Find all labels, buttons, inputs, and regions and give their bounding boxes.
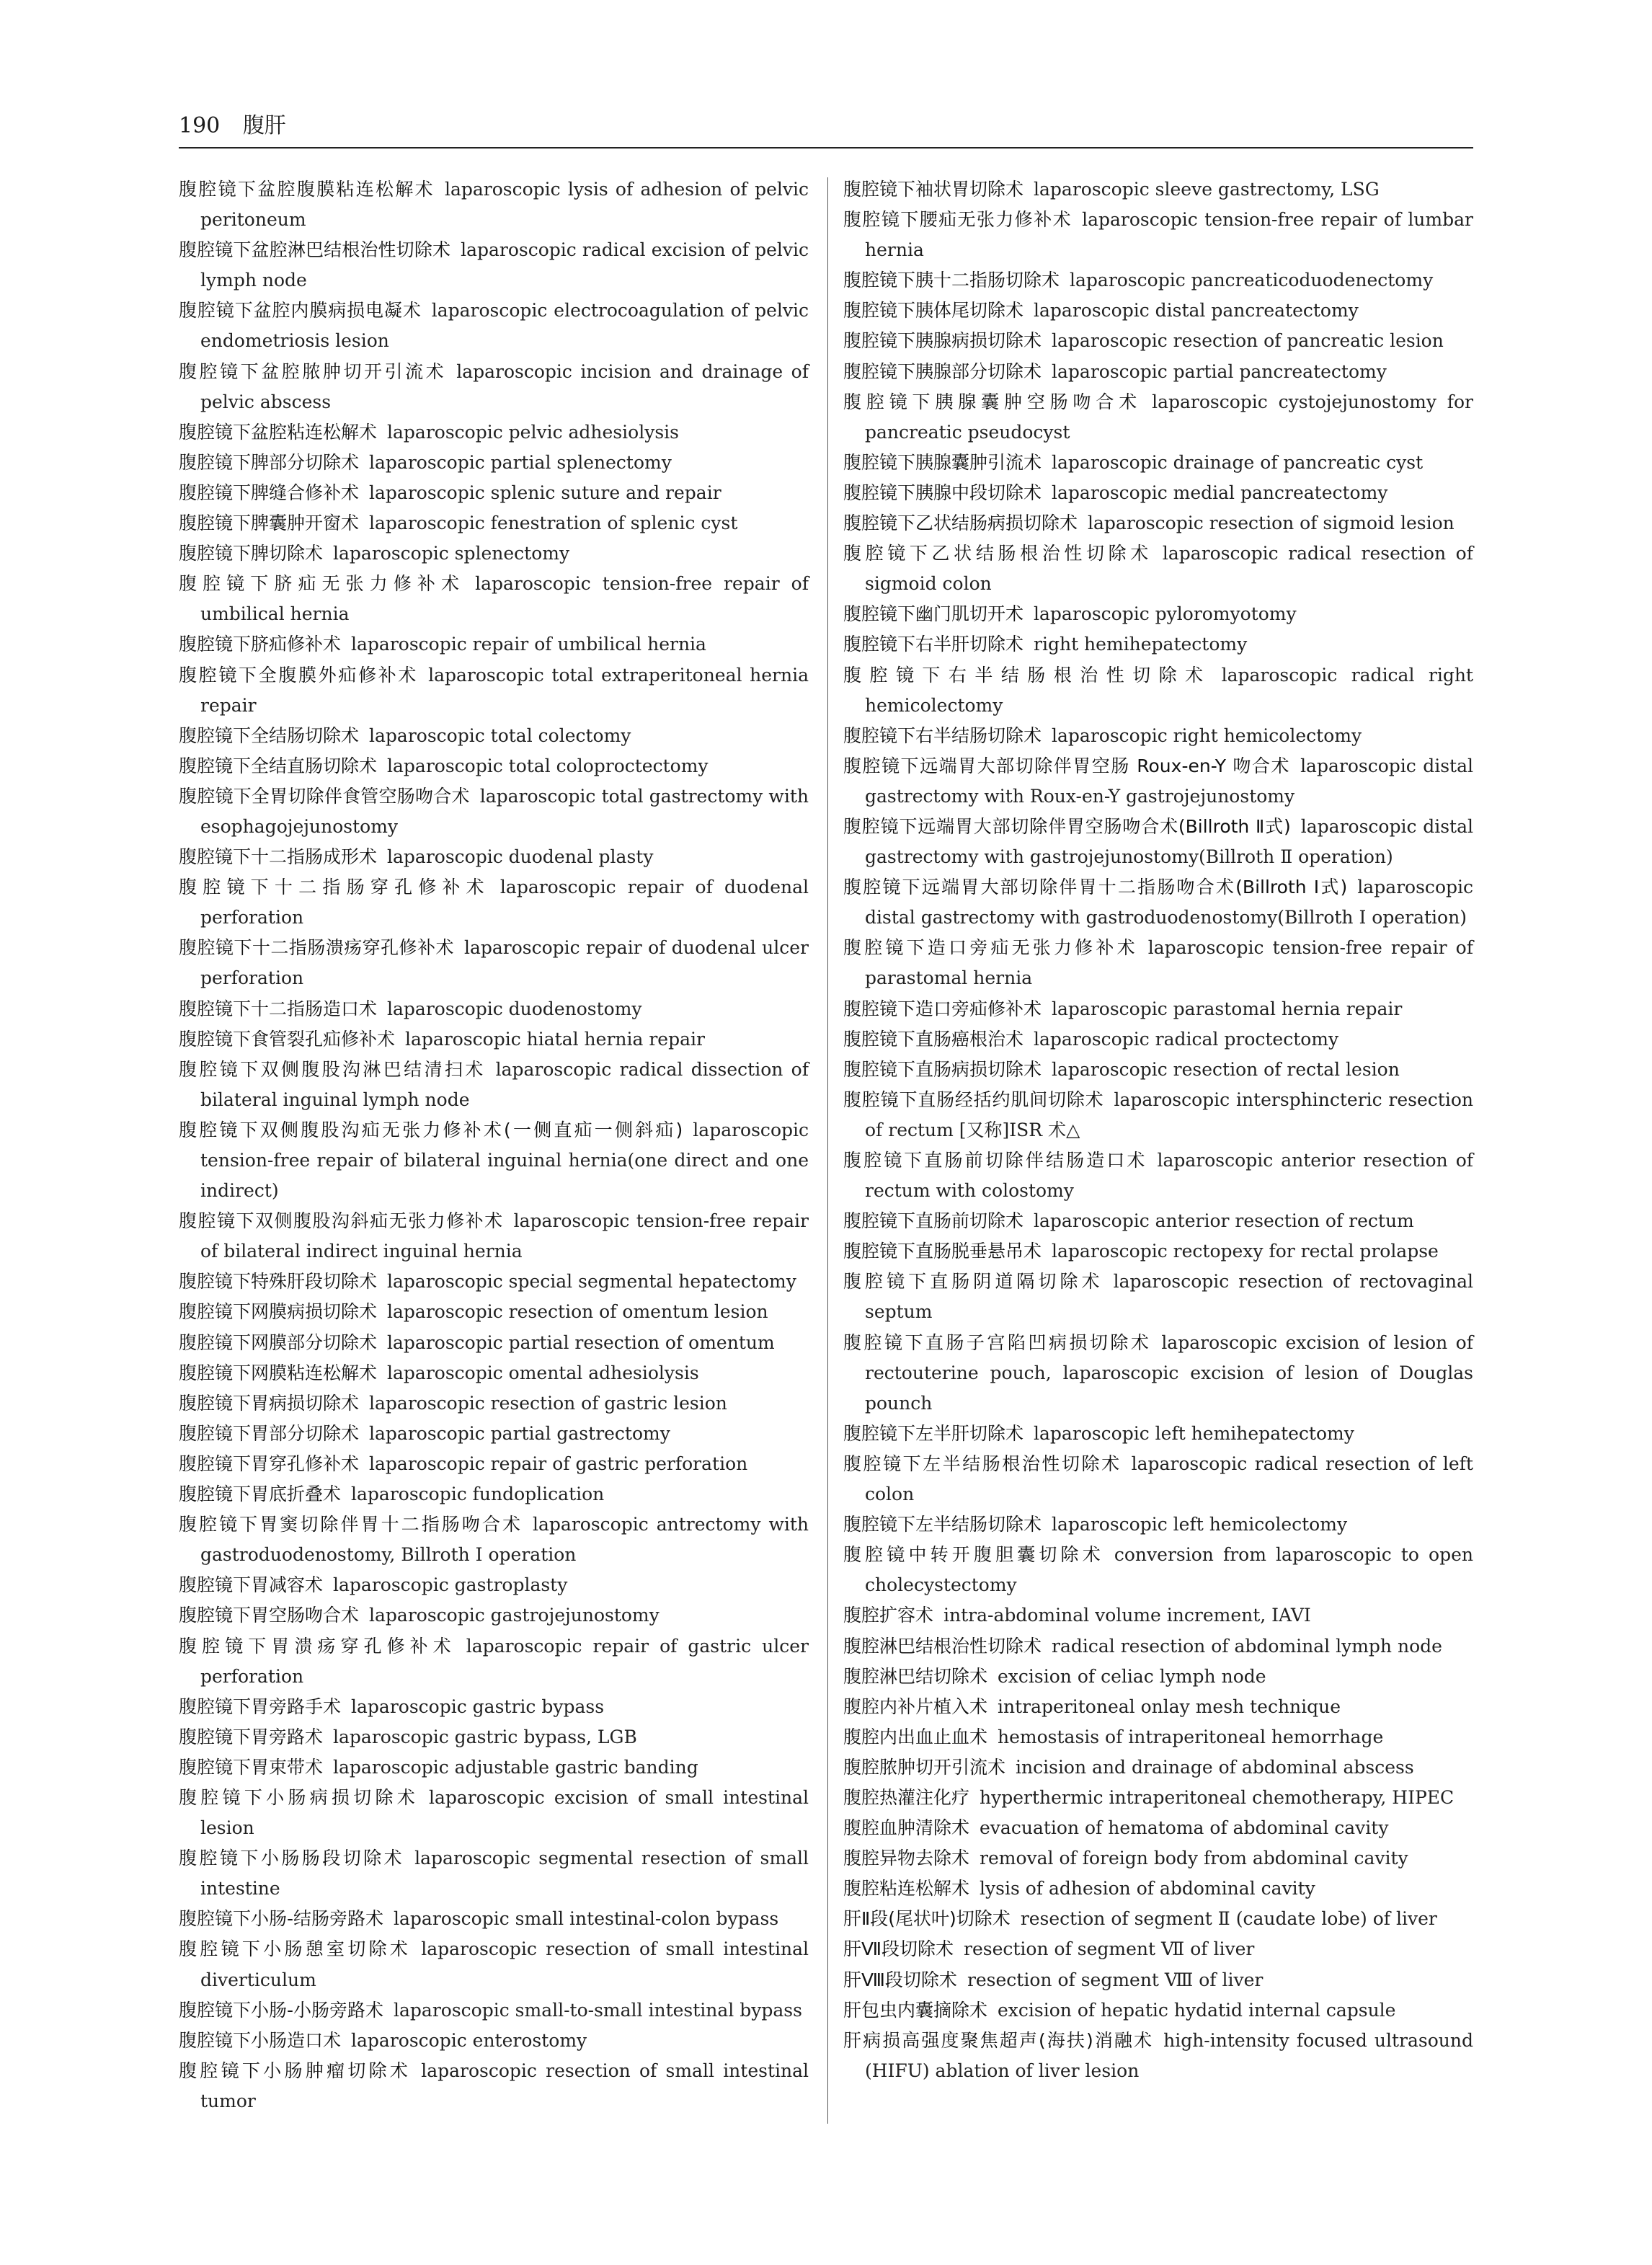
term-english: laparoscopic gastroplasty <box>333 1574 568 1596</box>
term-english: laparoscopic partial splenectomy <box>369 451 672 473</box>
term-chinese: 腹腔镜下脾缝合修补术 <box>179 482 360 503</box>
term-chinese: 腹腔镜下小肠肿瘤切除术 <box>179 2060 412 2081</box>
glossary-entry <box>179 1934 809 1995</box>
term-english: laparoscopic duodenal plasty <box>387 846 654 868</box>
term-english: laparoscopic radical proctectomy <box>1034 1028 1339 1050</box>
term-english: laparoscopic gastrojejunostomy <box>369 1605 660 1626</box>
term-english: laparoscopic tension-free repair of umbilical hernia <box>200 573 809 625</box>
term-chinese: 腹腔镜下胰腺部分切除术 <box>843 360 1042 382</box>
term-english: laparoscopic anterior resection of rectum with colostomy <box>865 1150 1473 1202</box>
term-chinese: 腹腔内补片植入术 <box>843 1696 988 1717</box>
glossary-entry <box>843 538 1473 599</box>
glossary-entry <box>179 1388 809 1419</box>
term-chinese: 腹腔镜下网膜部分切除术 <box>179 1331 378 1353</box>
glossary-entry <box>179 417 809 448</box>
glossary-entry <box>843 1874 1473 1904</box>
term-english: laparoscopic distal gastrectomy with Roux-en-Y gastrojejunostomy <box>865 755 1473 807</box>
glossary-entry <box>179 1024 809 1055</box>
term-english: laparoscopic repair of duodenal ulcer perforation <box>200 937 809 989</box>
term-english: laparoscopic left hemicolectomy <box>1052 1514 1348 1535</box>
glossary-entry <box>843 812 1473 872</box>
term-english: laparoscopic resection of gastric lesion <box>369 1392 727 1414</box>
term-chinese: 腹腔镜下小肠造口术 <box>179 2029 342 2051</box>
term-chinese: 腹腔镜下直肠病损切除术 <box>843 1058 1042 1080</box>
glossary-entry <box>179 1115 809 1206</box>
term-chinese: 腹腔镜下远端胃大部切除伴胃十二指肠吻合术(Billroth Ⅰ式) <box>843 877 1348 898</box>
glossary-entry <box>179 2026 809 2056</box>
term-english: evacuation of hematoma of abdominal cavity <box>980 1817 1389 1839</box>
term-chinese: 腹腔镜下直肠癌根治术 <box>843 1028 1024 1050</box>
term-english: laparoscopic enterostomy <box>351 2029 587 2051</box>
term-english: laparoscopic gastric bypass, LGB <box>333 1726 637 1747</box>
term-english: laparoscopic total extraperitoneal hernia repair <box>200 664 809 716</box>
term-chinese: 腹腔镜下小肠-结肠旁路术 <box>179 1908 384 1930</box>
term-chinese: 腹腔镜下直肠子宫陷凹病损切除术 <box>843 1331 1152 1353</box>
right-column <box>843 174 1473 2086</box>
term-chinese: 腹腔镜下胃旁路术 <box>179 1726 324 1747</box>
term-chinese: 腹腔镜下左半肝切除术 <box>843 1422 1024 1444</box>
term-english: laparoscopic radical resection of left colon <box>865 1453 1473 1505</box>
term-chinese: 腹腔镜下腰疝无张力修补术 <box>843 209 1073 231</box>
glossary-entry <box>843 1904 1473 1934</box>
glossary-entry <box>843 1328 1473 1419</box>
term-chinese: 肝包虫内囊摘除术 <box>843 1999 988 2021</box>
term-english: hyperthermic intraperitoneal chemotherapy, HIPEC <box>980 1786 1455 1808</box>
term-chinese: 腹腔镜下盆腔粘连松解术 <box>179 421 378 443</box>
term-english: laparoscopic excision of small intestinal lesion <box>200 1786 809 1839</box>
term-english: laparoscopic pancreaticoduodenectomy <box>1070 270 1434 291</box>
term-english: laparoscopic resection of rectal lesion <box>1052 1058 1400 1080</box>
glossary-entry <box>843 629 1473 660</box>
term-english: laparoscopic adjustable gastric banding <box>333 1756 698 1778</box>
term-english: laparoscopic parastomal hernia repair <box>1052 998 1403 1019</box>
glossary-entry <box>179 2056 809 2116</box>
glossary-entry <box>179 872 809 933</box>
term-chinese: 腹腔镜下胰十二指肠切除术 <box>843 270 1060 291</box>
term-english: laparoscopic radical dissection of bilateral inguinal lymph node <box>200 1058 809 1110</box>
term-chinese: 腹腔镜下网膜病损切除术 <box>179 1301 378 1323</box>
term-chinese: 腹腔镜下十二指肠溃疡穿孔修补术 <box>179 937 454 959</box>
glossary-entry <box>179 1510 809 1570</box>
term-chinese: 腹腔镜下造口旁疝修补术 <box>843 998 1042 1019</box>
term-chinese: 腹腔镜下胃部分切除术 <box>179 1422 360 1444</box>
term-chinese: 腹腔镜下乙状结肠根治性切除术 <box>843 543 1153 564</box>
term-chinese: 腹腔镜下全胃切除伴食管空肠吻合术 <box>179 785 470 807</box>
term-english: laparoscopic partial gastrectomy <box>369 1422 670 1444</box>
term-english: laparoscopic duodenostomy <box>387 998 642 1019</box>
term-chinese: 腹腔镜下胃减容术 <box>179 1574 324 1596</box>
term-english: laparoscopic medial pancreatectomy <box>1052 482 1388 503</box>
term-english: laparoscopic right hemicolectomy <box>1052 724 1362 746</box>
term-chinese: 腹腔镜下全腹膜外疝修补术 <box>179 664 419 686</box>
term-chinese: 腹腔镜下盆腔淋巴结根治性切除术 <box>179 239 451 261</box>
glossary-entry <box>843 1449 1473 1510</box>
term-english: laparoscopic lysis of adhesion of pelvic peritoneum <box>200 179 809 231</box>
term-chinese: 腹腔异物去除术 <box>843 1848 970 1869</box>
term-english: laparoscopic special segmental hepatectomy <box>387 1271 796 1293</box>
glossary-entry <box>843 660 1473 721</box>
glossary-entry <box>179 448 809 478</box>
left-column <box>179 174 809 2116</box>
glossary-entry <box>843 508 1473 538</box>
glossary-entry <box>179 508 809 538</box>
term-chinese: 腹腔镜下远端胃大部切除伴胃空肠吻合术(Billroth Ⅱ式) <box>843 815 1291 837</box>
term-english: intra-abdominal volume increment, IAVI <box>943 1605 1311 1626</box>
glossary-entry <box>179 1600 809 1631</box>
term-english: laparoscopic resection of omentum lesion <box>387 1301 768 1323</box>
glossary-entry <box>179 235 809 296</box>
term-english: resection of segment Ⅷ of liver <box>967 1969 1264 1990</box>
glossary-entry <box>179 1358 809 1388</box>
term-chinese: 腹腔镜下食管裂孔疝修补术 <box>179 1028 396 1050</box>
term-chinese: 腹腔镜下全结肠切除术 <box>179 724 360 746</box>
glossary-entry <box>843 326 1473 356</box>
term-english: laparoscopic drainage of pancreatic cyst <box>1052 451 1424 473</box>
glossary-entry <box>179 1449 809 1479</box>
glossary-entry <box>843 1934 1473 1964</box>
term-chinese: 腹腔镜下网膜粘连松解术 <box>179 1362 378 1383</box>
term-chinese: 腹腔镜下胃空肠吻合术 <box>179 1605 360 1626</box>
term-chinese: 腹腔镜下左半结肠切除术 <box>843 1514 1042 1535</box>
glossary-entry <box>179 721 809 751</box>
term-chinese: 腹腔镜下十二指肠造口术 <box>179 998 378 1019</box>
term-chinese: 腹腔镜下胃窦切除伴胃十二指肠吻合术 <box>179 1514 523 1535</box>
term-english: laparoscopic total gastrectomy with esophagojejunostomy <box>200 785 809 837</box>
glossary-entry <box>843 1662 1473 1692</box>
term-english: laparoscopic resection of sigmoid lesion <box>1088 513 1455 534</box>
term-english: laparoscopic resection of small intestinal tumor <box>200 2060 809 2111</box>
term-chinese: 腹腔镜下小肠肠段切除术 <box>179 1848 405 1869</box>
glossary-entry <box>179 174 809 235</box>
glossary-entry <box>179 781 809 842</box>
term-chinese: 肝Ⅷ段切除术 <box>843 1969 957 1990</box>
glossary-entry <box>843 387 1473 448</box>
term-english: laparoscopic distal gastrectomy with gastroduodenostomy(Billroth Ⅰ operation) <box>865 877 1473 928</box>
glossary-entry <box>843 1995 1473 2026</box>
glossary-entry <box>179 751 809 781</box>
glossary-entry <box>843 1419 1473 1449</box>
term-chinese: 腹腔镜下直肠阴道隔切除术 <box>843 1271 1103 1293</box>
term-chinese: 肝病损高强度聚焦超声(海扶)消融术 <box>843 2029 1154 2051</box>
glossary-entry <box>843 2026 1473 2086</box>
term-chinese: 腹腔镜下右半结肠根治性切除术 <box>843 664 1212 686</box>
term-chinese: 腹腔镜下特殊肝段切除术 <box>179 1271 378 1293</box>
term-english: laparoscopic partial pancreatectomy <box>1052 360 1387 382</box>
glossary-entry <box>179 1692 809 1722</box>
glossary-entry <box>843 1600 1473 1631</box>
glossary-entry <box>843 872 1473 933</box>
term-chinese: 肝Ⅶ段切除术 <box>843 1938 954 1960</box>
glossary-entry <box>843 1267 1473 1327</box>
term-english: excision of hepatic hydatid internal capsule <box>998 1999 1396 2021</box>
term-chinese: 腹腔血肿清除术 <box>843 1817 970 1839</box>
term-chinese: 腹腔镜下袖状胃切除术 <box>843 179 1024 200</box>
glossary-entry <box>843 448 1473 478</box>
glossary-entry <box>843 721 1473 751</box>
term-english: laparoscopic anterior resection of rectum <box>1034 1210 1414 1232</box>
term-english: laparoscopic distal gastrectomy with gastrojejunostomy(Billroth Ⅱ operation) <box>865 815 1474 868</box>
term-english: laparoscopic segmental resection of small intestine <box>200 1848 809 1900</box>
term-chinese: 腹腔镜中转开腹胆囊切除术 <box>843 1544 1104 1566</box>
glossary-entry <box>843 1722 1473 1752</box>
term-english: laparoscopic intersphincteric resection of rectum [又称]ISR 术△ <box>865 1089 1473 1140</box>
term-english: laparoscopic fenestration of splenic cyst <box>369 513 738 534</box>
term-chinese: 腹腔镜下盆腔脓肿切开引流术 <box>179 360 447 382</box>
term-english: conversion from laparoscopic to open cholecystectomy <box>865 1544 1473 1596</box>
term-chinese: 腹腔镜下直肠前切除伴结肠造口术 <box>843 1150 1147 1171</box>
term-chinese: 腹腔镜下幽门肌切开术 <box>843 603 1024 625</box>
term-chinese: 腹腔镜下小肠憩室切除术 <box>179 1938 412 1960</box>
term-chinese: 腹腔淋巴结根治性切除术 <box>843 1635 1042 1657</box>
term-english: laparoscopic repair of gastric perforation <box>369 1453 748 1474</box>
term-english: hemostasis of intraperitoneal hemorrhage <box>998 1726 1384 1747</box>
term-chinese: 腹腔镜下胰体尾切除术 <box>843 300 1024 322</box>
glossary-entry <box>843 933 1473 993</box>
glossary-entry <box>843 994 1473 1024</box>
term-chinese: 腹腔镜下脐疝修补术 <box>179 634 342 655</box>
term-english: laparoscopic sleeve gastrectomy, LSG <box>1034 179 1380 200</box>
glossary-entry <box>179 296 809 356</box>
term-chinese: 腹腔粘连松解术 <box>843 1878 970 1900</box>
glossary-entry <box>843 1783 1473 1813</box>
glossary-entry <box>179 1631 809 1692</box>
term-chinese: 腹腔镜下直肠经括约肌间切除术 <box>843 1089 1104 1110</box>
glossary-entry <box>179 842 809 872</box>
term-english: laparoscopic left hemihepatectomy <box>1034 1422 1354 1444</box>
term-chinese: 腹腔镜下十二指肠穿孔修补术 <box>179 877 490 898</box>
glossary-entry <box>843 1206 1473 1236</box>
term-chinese: 腹腔镜下脾部分切除术 <box>179 451 360 473</box>
term-chinese: 腹腔镜下双侧腹股沟疝无张力修补术(一侧直疝一侧斜疝) <box>179 1119 683 1140</box>
glossary-entry <box>179 1722 809 1752</box>
glossary-entry <box>179 933 809 993</box>
glossary-entry <box>843 1843 1473 1874</box>
term-english: laparoscopic pelvic adhesiolysis <box>387 421 679 443</box>
term-english: laparoscopic electrocoagulation of pelvic endometriosis lesion <box>200 300 809 352</box>
term-chinese: 肝Ⅱ段(尾状叶)切除术 <box>843 1908 1011 1930</box>
term-chinese: 腹腔内出血止血术 <box>843 1726 988 1747</box>
glossary-entry <box>179 1419 809 1449</box>
term-english: laparoscopic splenic suture and repair <box>369 482 721 503</box>
glossary-entry <box>179 1479 809 1510</box>
glossary-entry <box>179 1055 809 1115</box>
glossary-entry <box>843 751 1473 812</box>
term-english: intraperitoneal onlay mesh technique <box>998 1696 1341 1717</box>
term-english: radical resection of abdominal lymph node <box>1052 1635 1442 1657</box>
term-chinese: 腹腔热灌注化疗 <box>843 1786 970 1808</box>
term-chinese: 腹腔镜下造口旁疝无张力修补术 <box>843 937 1138 959</box>
term-chinese: 腹腔镜下双侧腹股沟斜疝无张力修补术 <box>179 1210 504 1232</box>
glossary-entry <box>843 1145 1473 1206</box>
term-chinese: 腹腔镜下右半结肠切除术 <box>843 724 1042 746</box>
term-english: high-intensity focused ultrasound (HIFU) ablation of liver lesion <box>865 2029 1473 2081</box>
term-english: laparoscopic resection of rectovaginal septum <box>865 1271 1473 1323</box>
term-chinese: 腹腔镜下胃旁路手术 <box>179 1696 342 1717</box>
glossary-entry <box>179 1752 809 1783</box>
term-chinese: 腹腔镜下脾囊肿开窗术 <box>179 513 360 534</box>
glossary-entry <box>843 357 1473 387</box>
term-english: laparoscopic gastric bypass <box>351 1696 605 1717</box>
glossary-entry <box>843 174 1473 205</box>
term-english: laparoscopic total coloproctectomy <box>387 755 709 776</box>
term-english: laparoscopic excision of lesion of rectouterine pouch, laparoscopic excision of lesion of Douglas pounch <box>865 1331 1473 1414</box>
term-english: laparoscopic omental adhesiolysis <box>387 1362 699 1383</box>
glossary-entry <box>179 569 809 629</box>
term-english: laparoscopic resection of pancreatic lesion <box>1052 330 1444 352</box>
term-english: laparoscopic incision and drainage of pelvic abscess <box>200 360 809 412</box>
term-chinese: 腹腔镜下直肠前切除术 <box>843 1210 1024 1232</box>
glossary-entry <box>843 478 1473 508</box>
term-chinese: 腹腔镜下胰腺中段切除术 <box>843 482 1042 503</box>
term-english: laparoscopic radical resection of sigmoid colon <box>865 543 1473 595</box>
term-english: laparoscopic repair of umbilical hernia <box>351 634 706 655</box>
glossary-entry <box>179 994 809 1024</box>
term-chinese: 腹腔镜下右半肝切除术 <box>843 634 1024 655</box>
glossary-entry <box>843 1055 1473 1085</box>
term-chinese: 腹腔镜下脾切除术 <box>179 543 324 564</box>
glossary-entry <box>179 1206 809 1267</box>
term-chinese: 腹腔镜下双侧腹股沟淋巴结清扫术 <box>179 1058 486 1080</box>
term-english: laparoscopic rectopexy for rectal prolapse <box>1052 1241 1439 1262</box>
term-english: laparoscopic hiatal hernia repair <box>405 1028 705 1050</box>
term-english: right hemihepatectomy <box>1034 634 1248 655</box>
term-chinese: 腹腔镜下直肠脱垂悬吊术 <box>843 1241 1042 1262</box>
page-number: 190 <box>179 113 221 138</box>
term-english: laparoscopic radical right hemicolectomy <box>865 664 1473 716</box>
glossary-entry <box>179 1843 809 1904</box>
glossary-entry <box>179 478 809 508</box>
glossary-entry <box>179 357 809 417</box>
term-english: removal of foreign body from abdominal cavity <box>980 1848 1408 1869</box>
term-chinese: 腹腔镜下远端胃大部切除伴胃空肠 Roux-en-Y 吻合术 <box>843 755 1291 776</box>
glossary-entry <box>843 1540 1473 1600</box>
term-chinese: 腹腔镜下盆腔内膜病损电凝术 <box>179 300 422 322</box>
term-chinese: 腹腔镜下十二指肠成形术 <box>179 846 378 868</box>
glossary-entry <box>179 660 809 721</box>
term-english: laparoscopic tension-free repair of bilateral inguinal hernia(one direct and one indirect) <box>200 1119 809 1202</box>
term-english: laparoscopic distal pancreatectomy <box>1034 300 1359 322</box>
glossary-entry <box>179 1570 809 1600</box>
term-chinese: 腹腔镜下胃底折叠术 <box>179 1484 342 1505</box>
term-chinese: 腹腔镜下小肠病损切除术 <box>179 1786 419 1808</box>
section-title: 腹肝 <box>242 113 286 138</box>
term-english: excision of celiac lymph node <box>998 1665 1266 1687</box>
term-english: laparoscopic partial resection of omentum <box>387 1331 775 1353</box>
term-english: laparoscopic tension-free repair of parastomal hernia <box>865 937 1473 989</box>
glossary-entry <box>843 205 1473 265</box>
glossary-entry <box>843 1024 1473 1055</box>
term-chinese: 腹腔镜下胃束带术 <box>179 1756 324 1778</box>
term-english: resection of segment Ⅱ (caudate lobe) of liver <box>1020 1908 1437 1930</box>
term-english: laparoscopic small intestinal-colon bypass <box>394 1908 779 1930</box>
term-chinese: 腹腔镜下胃溃疡穿孔修补术 <box>179 1635 456 1657</box>
term-chinese: 腹腔镜下乙状结肠病损切除术 <box>843 513 1078 534</box>
term-english: laparoscopic fundoplication <box>351 1484 605 1505</box>
term-english: laparoscopic small-to-small intestinal bypass <box>394 1999 802 2021</box>
glossary-entry <box>179 629 809 660</box>
glossary-entry <box>843 1631 1473 1662</box>
term-chinese: 腹腔镜下胃穿孔修补术 <box>179 1453 360 1474</box>
term-english: laparoscopic cystojejunostomy for pancreatic pseudocyst <box>865 391 1474 443</box>
term-english: incision and drainage of abdominal abscess <box>1016 1756 1414 1778</box>
glossary-entry <box>843 265 1473 296</box>
glossary-entry <box>843 1692 1473 1722</box>
term-english: laparoscopic repair of gastric ulcer perforation <box>200 1635 809 1687</box>
term-chinese: 腹腔扩容术 <box>843 1605 934 1626</box>
term-english: laparoscopic antrectomy with gastroduodenostomy, Billroth Ⅰ operation <box>200 1514 809 1566</box>
glossary-entry <box>179 538 809 569</box>
glossary-entry <box>843 1510 1473 1540</box>
term-english: laparoscopic pyloromyotomy <box>1034 603 1297 625</box>
term-chinese: 腹腔镜下胰腺囊肿空肠吻合术 <box>843 391 1142 412</box>
glossary-entry <box>179 1267 809 1297</box>
glossary-entry <box>843 1236 1473 1267</box>
glossary-entry <box>843 296 1473 326</box>
glossary-entry <box>843 1813 1473 1843</box>
term-english: resection of segment Ⅶ of liver <box>964 1938 1255 1960</box>
term-chinese: 腹腔镜下脐疝无张力修补术 <box>179 573 466 595</box>
glossary-entry <box>179 1297 809 1327</box>
term-chinese: 腹腔镜下左半结肠根治性切除术 <box>843 1453 1122 1474</box>
term-chinese: 腹腔镜下胰腺囊肿引流术 <box>843 451 1042 473</box>
glossary-entry <box>179 1995 809 2026</box>
term-english: laparoscopic tension-free repair of lumbar hernia <box>865 209 1473 261</box>
glossary-entry <box>843 1965 1473 1995</box>
glossary-entry <box>843 1752 1473 1783</box>
glossary-entry <box>179 1783 809 1843</box>
term-chinese: 腹腔镜下盆腔腹膜粘连松解术 <box>179 179 435 200</box>
term-chinese: 腹腔淋巴结切除术 <box>843 1665 988 1687</box>
glossary-entry <box>179 1328 809 1358</box>
term-chinese: 腹腔镜下小肠-小肠旁路术 <box>179 1999 384 2021</box>
term-english: laparoscopic total colectomy <box>369 724 631 746</box>
term-english: laparoscopic radical excision of pelvic lymph node <box>200 239 809 291</box>
page-header <box>179 105 1473 149</box>
glossary-entry <box>179 1904 809 1934</box>
column-divider <box>827 177 828 2124</box>
term-chinese: 腹腔镜下胰腺病损切除术 <box>843 330 1042 352</box>
term-english: laparoscopic repair of duodenal perforation <box>200 877 809 928</box>
glossary-entry <box>843 1085 1473 1145</box>
term-english: lysis of adhesion of abdominal cavity <box>980 1878 1315 1900</box>
term-english: laparoscopic tension-free repair of bilateral indirect inguinal hernia <box>200 1210 809 1262</box>
term-chinese: 腹腔镜下胃病损切除术 <box>179 1392 360 1414</box>
term-chinese: 腹腔镜下全结直肠切除术 <box>179 755 378 776</box>
glossary-entry <box>843 599 1473 629</box>
term-english: laparoscopic splenectomy <box>333 543 570 564</box>
term-chinese: 腹腔脓肿切开引流术 <box>843 1756 1006 1778</box>
term-english: laparoscopic resection of small intestinal diverticulum <box>200 1938 809 1990</box>
